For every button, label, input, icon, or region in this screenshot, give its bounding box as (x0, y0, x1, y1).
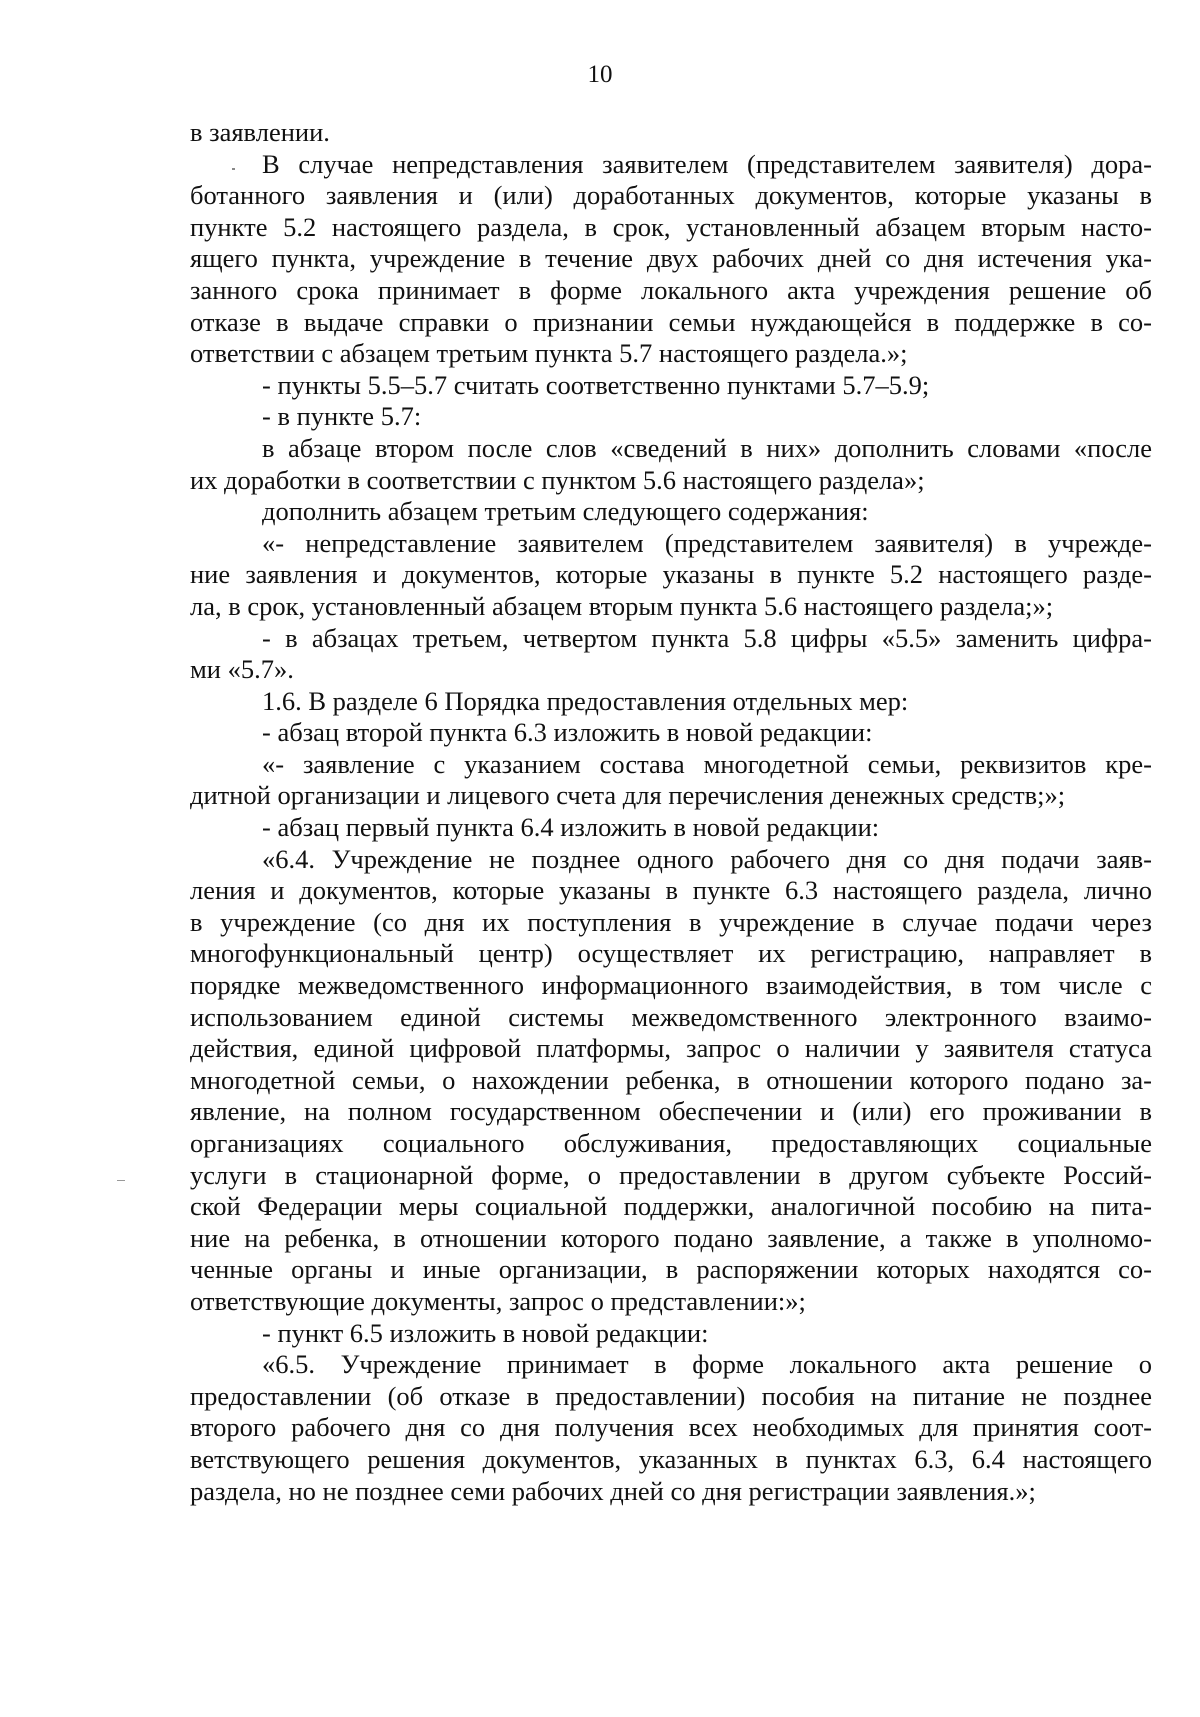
text-line: В случае непредставления заявителем (представителем заявителя) дора- (262, 148, 1152, 179)
text-line: в учреждение (со дня их поступления в учреждение в случае подачи через (190, 906, 1152, 937)
text-line: ботанного заявления и (или) доработанных документов, которые указаны в (190, 180, 1152, 211)
text-line: организациях социального обслуживания, предоставляющих социальные (190, 1128, 1152, 1158)
text-line: дитной организации и лицевого счета для перечисления денежных средств;»; (190, 780, 1066, 811)
text-line: отказе в выдаче справки о признании семьи нуждающейся в поддержке в со- (190, 306, 1152, 337)
text-line: пункте 5.2 настоящего раздела, в срок, установленный абзацем вторым насто- (190, 211, 1152, 242)
text-line: ченные органы и иные организации, в распоряжении которых находятся со- (190, 1254, 1152, 1285)
text-line: «- непредставление заявителем (представителем заявителя) в учрежде- (262, 527, 1152, 558)
text-line: в абзаце втором после слов «сведений в них» дополнить словами «после (262, 432, 1152, 463)
text-line: - пункт 6.5 изложить в новой редакции: (262, 1317, 709, 1348)
text-line: - абзац первый пункта 6.4 изложить в новой редакции: (262, 812, 880, 843)
text-line: явление, на полном государственном обеспечении и (или) его проживании в (190, 1096, 1152, 1127)
text-line: порядке межведомственного информационного взаимодействия, в том числе с (190, 970, 1152, 1001)
text-line: 1.6. В разделе 6 Порядка предоставления отдельных мер: (262, 685, 909, 716)
text-line: ветствующего решения документов, указанных в пунктах 6.3, 6.4 настоящего (190, 1443, 1152, 1474)
text-line: ла, в срок, установленный абзацем вторым пункта 5.6 настоящего раздела;»; (190, 590, 1054, 621)
text-line: ми «5.7». (190, 654, 294, 685)
text-line: ние заявления и документов, которые указаны в пункте 5.2 настоящего разде- (190, 559, 1152, 590)
text-line: дополнить абзацем третьим следующего содержания: (262, 496, 869, 527)
text-line: второго рабочего дня со дня получения всех необходимых для принятия соот- (190, 1412, 1152, 1443)
text-line: ления и документов, которые указаны в пункте 6.3 настоящего раздела, лично (190, 875, 1152, 906)
text-line: ответствующие документы, запрос о представлении:»; (190, 1285, 806, 1316)
text-line: - в абзацах третьем, четвертом пункта 5.8 цифры «5.5» заменить цифра- (262, 622, 1152, 653)
text-line: услуги в стационарной форме, о предоставлении в другом субъекте Россий- (190, 1159, 1152, 1190)
document-body (190, 117, 1152, 1507)
text-line: их доработки в соответствии с пунктом 5.6 настоящего раздела»; (190, 464, 925, 495)
text-line: «6.4. Учреждение не позднее одного рабочего дня со дня подачи заяв- (262, 843, 1152, 874)
page-number: 10 (587, 61, 613, 88)
text-line: - абзац второй пункта 6.3 изложить в новой редакции: (262, 717, 873, 748)
text-line: занного срока принимает в форме локального акта учреждения решение об (190, 274, 1152, 305)
text-line: в заявлении. (190, 117, 330, 147)
text-line: предоставлении (об отказе в предоставлении) пособия на питание не позднее (190, 1380, 1152, 1411)
text-line: - в пункте 5.7: (262, 401, 422, 432)
text-line: ответствии с абзацем третьим пункта 5.7 настоящего раздела.»; (190, 338, 908, 369)
text-line: «6.5. Учреждение принимает в форме локального акта решение о (262, 1349, 1152, 1380)
text-line: раздела, но не позднее семи рабочих дней со дня регистрации заявления.»; (190, 1475, 1036, 1506)
text-line: ящего пункта, учреждение в течение двух рабочих дней со дня истечения ука- (190, 243, 1152, 274)
text-line: использованием единой системы межведомственного электронного взаимо- (190, 1001, 1152, 1032)
text-line: ние на ребенка, в отношении которого подано заявление, а также в уполномо- (190, 1222, 1152, 1253)
text-line: ской Федерации меры социальной поддержки, аналогичной пособию на пита- (190, 1191, 1152, 1222)
text-line: многодетной семьи, о нахождении ребенка, в отношении которого подано за- (190, 1064, 1152, 1095)
text-line: «- заявление с указанием состава многодетной семьи, реквизитов кре- (262, 748, 1152, 779)
margin-mark (117, 1180, 125, 1181)
text-line: - пункты 5.5–5.7 считать соответственно пунктами 5.7–5.9; (262, 369, 930, 400)
text-line: многофункциональный центр) осуществляет их регистрацию, направляет в (190, 938, 1152, 969)
text-line: действия, единой цифровой платформы, запрос о наличии у заявителя статуса (190, 1033, 1152, 1064)
